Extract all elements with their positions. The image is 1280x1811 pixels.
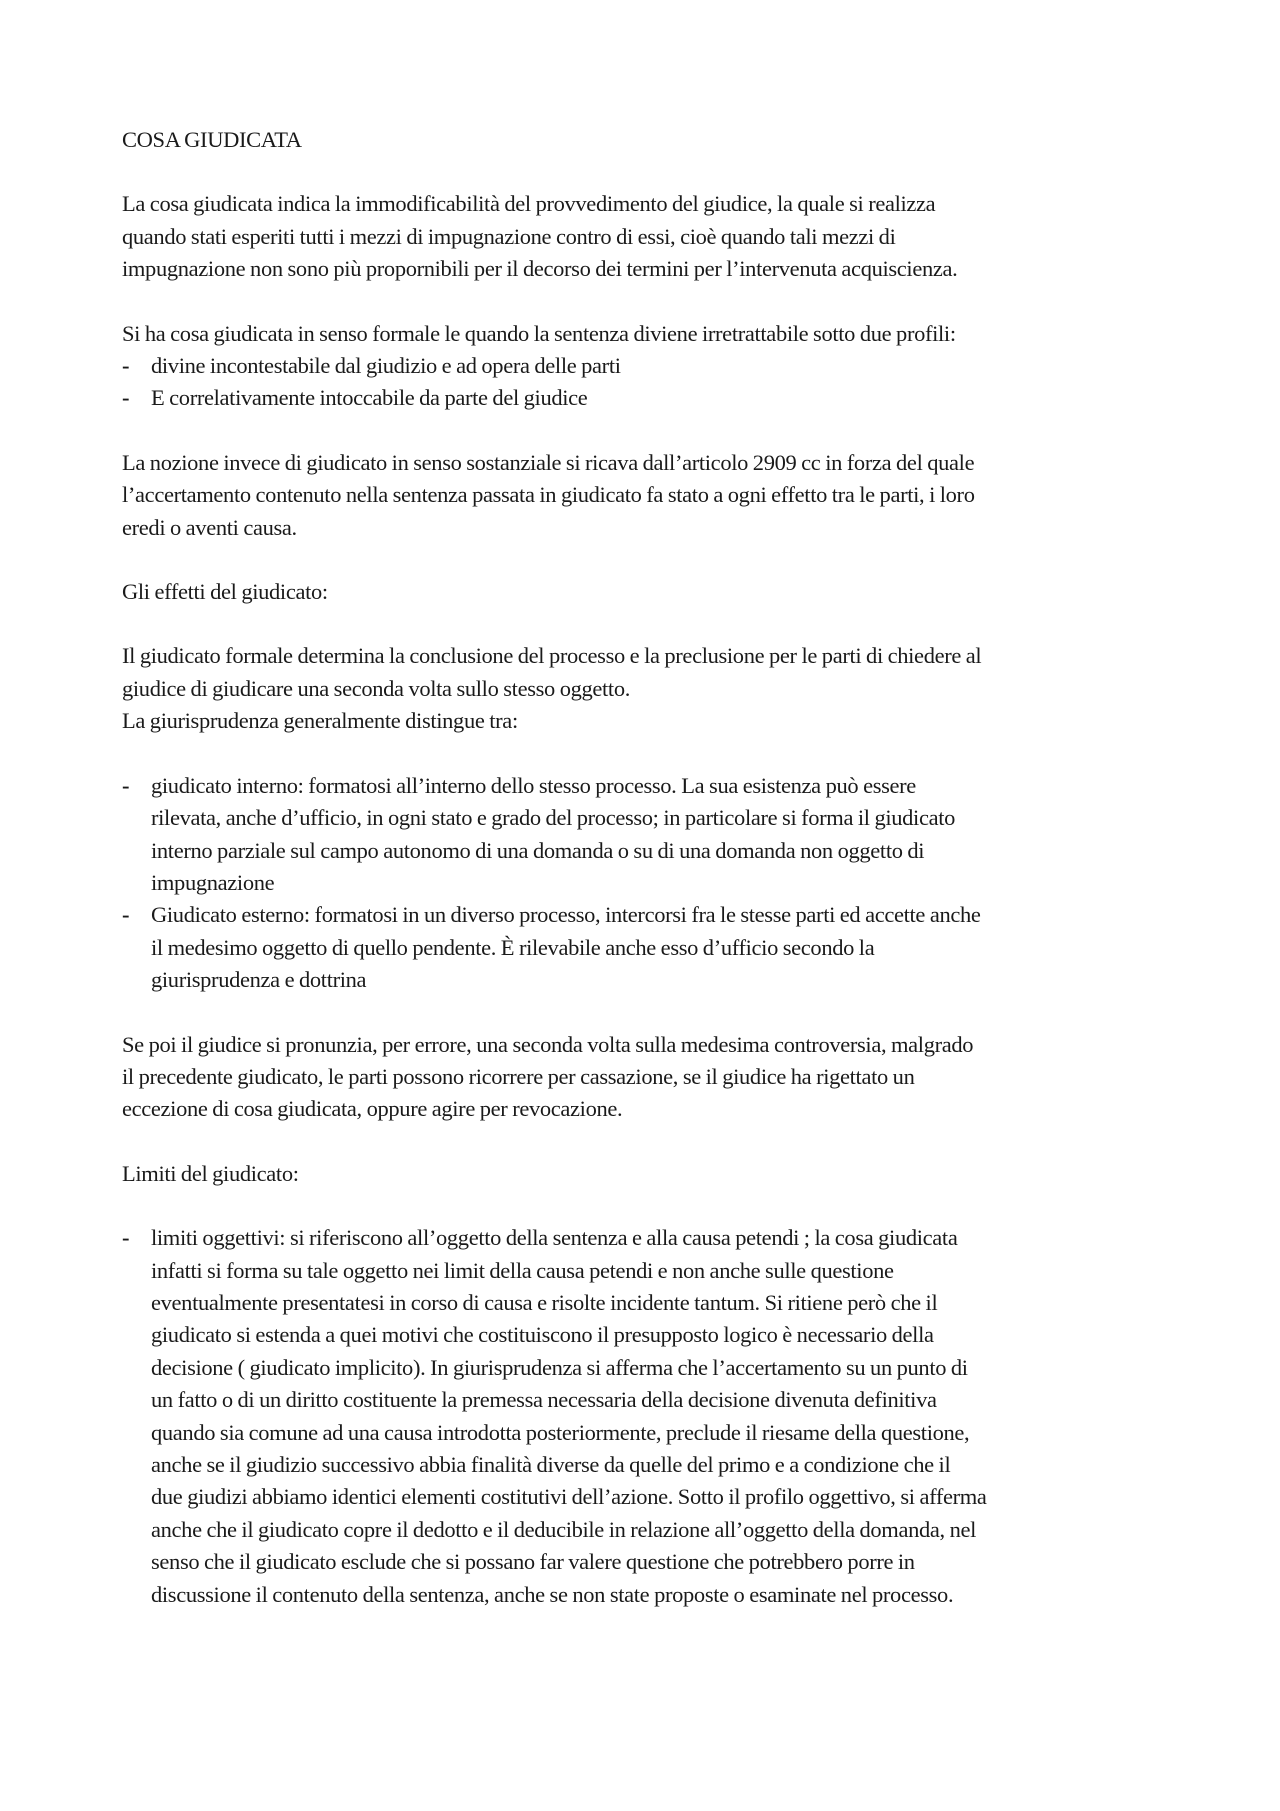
dash-bullet-icon: - bbox=[122, 1225, 130, 1251]
text-line: senso che il giudicato esclude che si possano far valere questione che potrebbero porre in bbox=[151, 1549, 915, 1575]
limiti-list bbox=[122, 1222, 1182, 1611]
dash-bullet-icon: - bbox=[122, 902, 130, 928]
section-heading: Gli effetti del giudicato: bbox=[122, 579, 328, 605]
sostanziale-paragraph bbox=[122, 447, 1182, 544]
text-line: discussione il contenuto della sentenza, anche se non state proposte o esaminate nel processo. bbox=[151, 1581, 954, 1607]
text-line: giudicato interno: formatosi all’interno dello stesso processo. La sua esistenza può essere bbox=[151, 772, 916, 798]
text-line: Si ha cosa giudicata in senso formale le quando la sentenza diviene irretrattabile sotto due profili: bbox=[122, 320, 956, 346]
text-line: rilevata, anche d’ufficio, in ogni stato e grado del processo; in particolare si forma il giudicato bbox=[151, 805, 956, 831]
text-line: limiti oggettivi: si riferiscono all’oggetto della sentenza e alla causa petendi ; la cosa giudicata bbox=[151, 1225, 958, 1251]
dash-bullet-icon: - bbox=[122, 772, 130, 798]
text-line: due giudizi abbiamo identici elementi costitutivi dell’azione. Sotto il profilo oggettivo, si afferma bbox=[151, 1484, 987, 1510]
text-line: La giurisprudenza generalmente distingue tra: bbox=[122, 708, 518, 734]
list-item bbox=[122, 382, 1182, 414]
text-line: Se poi il giudice si pronunzia, per errore, una seconda volta sulla medesima controversia, malgrado bbox=[122, 1031, 974, 1057]
list-item bbox=[122, 350, 1182, 382]
intro-paragraph bbox=[122, 188, 1182, 285]
text-line: giurisprudenza e dottrina bbox=[151, 967, 367, 993]
list-item bbox=[122, 1222, 1182, 1611]
text-line: divine incontestabile dal giudizio e ad opera delle parti bbox=[151, 353, 621, 379]
text-line: Il giudicato formale determina la conclusione del processo e la preclusione per le parti di chiedere al bbox=[122, 643, 982, 669]
text-line: giudice di giudicare una seconda volta sullo stesso oggetto. bbox=[122, 675, 631, 701]
text-line: anche che il giudicato copre il dedotto e il deducibile in relazione all’oggetto della domanda, nel bbox=[151, 1516, 977, 1542]
text-line: eredi o aventi causa. bbox=[122, 514, 297, 540]
text-line: decisione ( giudicato implicito). In giurisprudenza si afferma che l’accertamento su un punto di bbox=[151, 1354, 968, 1380]
text-line: E correlativamente intoccabile da parte del giudice bbox=[151, 385, 588, 411]
text-line: eccezione di cosa giudicata, oppure agire per revocazione. bbox=[122, 1096, 623, 1122]
text-line: l’accertamento contenuto nella sentenza passata in giudicato fa stato a ogni effetto tra le parti, i loro bbox=[122, 482, 975, 508]
dash-bullet-icon: - bbox=[122, 385, 130, 411]
text-line: impugnazione non sono più propornibili per il decorso dei termini per l’intervenuta acquiscienza. bbox=[122, 256, 958, 282]
text-line: un fatto o di un diritto costituente la premessa necessaria della decisione divenuta definitiva bbox=[151, 1387, 937, 1413]
text-line: interno parziale sul campo autonomo di una domanda o su di una domanda non oggetto di bbox=[151, 837, 925, 863]
formale-lead bbox=[122, 318, 1182, 350]
text-line: quando sia comune ad una causa introdotta posteriormente, preclude il riesame della questione, bbox=[151, 1419, 970, 1445]
list-item bbox=[122, 899, 1182, 996]
dash-bullet-icon: - bbox=[122, 353, 130, 379]
errore-paragraph bbox=[122, 1029, 1182, 1126]
effetti-list bbox=[122, 770, 1182, 997]
effetti-heading bbox=[122, 576, 1182, 608]
text-line: anche se il giudizio successivo abbia finalità diverse da quelle del primo e a condizione che il bbox=[151, 1452, 951, 1477]
document-title: COSA GIUDICATA bbox=[122, 127, 302, 152]
limiti-heading bbox=[122, 1158, 1182, 1190]
list-item bbox=[122, 770, 1182, 900]
formale-list bbox=[122, 350, 1182, 415]
text-line: il medesimo oggetto di quello pendente. È rilevabile anche esso d’ufficio secondo la bbox=[151, 934, 875, 960]
text-line: Giudicato esterno: formatosi in un diverso processo, intercorsi fra le stesse parti ed accette anche bbox=[151, 902, 981, 928]
text-line: La nozione invece di giudicato in senso sostanziale si ricava dall’articolo 2909 cc in forza del quale bbox=[122, 449, 975, 475]
effetti-paragraph bbox=[122, 640, 1182, 737]
text-line: il precedente giudicato, le parti possono ricorrere per cassazione, se il giudice ha rigettato un bbox=[122, 1063, 915, 1089]
section-heading: Limiti del giudicato: bbox=[122, 1160, 299, 1186]
text-line: impugnazione bbox=[151, 869, 275, 895]
text-line: eventualmente presentatesi in corso di causa e risolte incidente tantum. Si ritiene però che il bbox=[151, 1289, 938, 1315]
text-line: giudicato si estenda a quei motivi che costituiscono il presupposto logico è necessario della bbox=[151, 1322, 934, 1348]
text-line: infatti si forma su tale oggetto nei limit della causa petendi e non anche sulle questione bbox=[151, 1257, 894, 1283]
document-page bbox=[122, 124, 1182, 1643]
text-line: La cosa giudicata indica la immodificabilità del provvedimento del giudice, la quale si realizza bbox=[122, 191, 936, 217]
text-line: quando stati esperiti tutti i mezzi di impugnazione contro di essi, cioè quando tali mezzi di bbox=[122, 223, 896, 249]
